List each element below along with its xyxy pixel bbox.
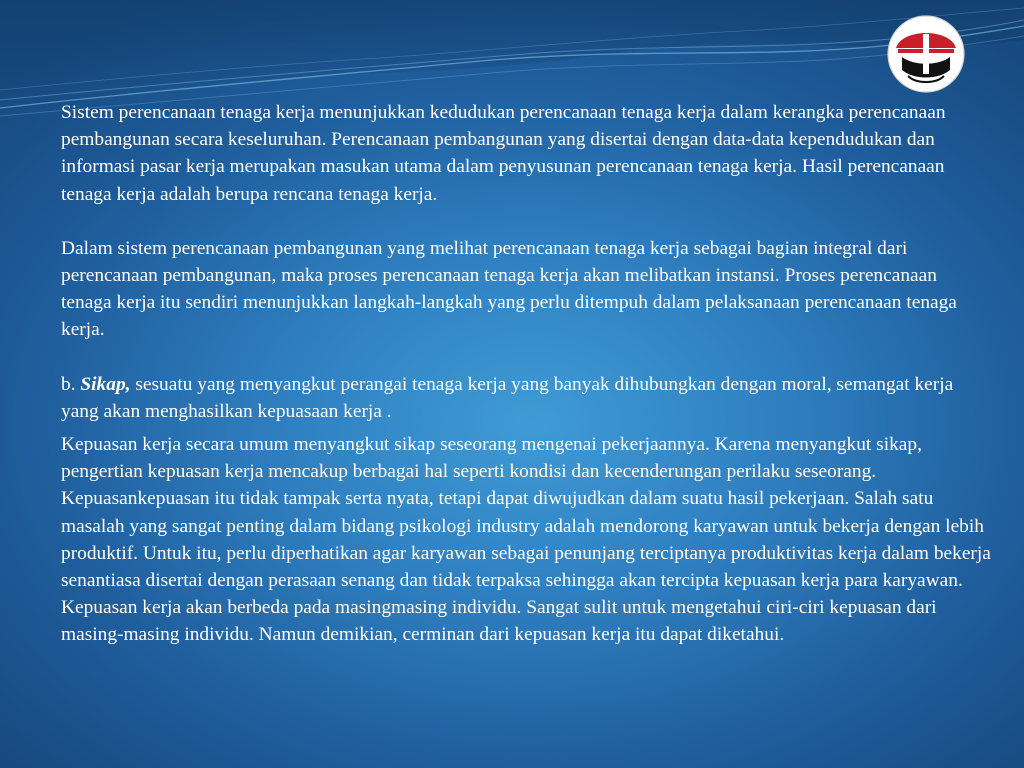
paragraph-job-satisfaction: Kepuasan kerja secara umum menyangkut sikap seseorang mengenai pekerjaannya. Karena menyangkut sikap, pengertian kepuasan kerja mencakup berbagai hal seperti kondisi dan kecenderungan perilaku seseorang. Kepuasankepuasan itu tidak tampak serta nyata, tetapi dapat diwujudkan dalam suatu hasil pekerjaan. Salah satu masalah yang sangat penting dalam bidang psikologi industry adalah mendorong karyawan untuk bekerja dengan lebih produktif. Untuk itu, perlu diperhatikan agar karyawan sebagai penunjang terciptanya produktivitas kerja dalam bekerja senantiasa disertai dengan perasaan senang dan tidak terpaksa sehingga akan tercipta kepuasan kerja para karyawan. Kepuasan kerja akan berbeda pada masingmasing individu. Sangat sulit untuk mengetahui ciri-ciri kepuasan dari masing-masing individu. Namun demikian, cerminan dari kepuasan kerja itu dapat diketahui.: [61, 434, 991, 646]
point-b-sikap: [61, 371, 991, 425]
point-b-text: sesuatu yang menyangkut perangai tenaga kerja yang banyak dihubungkan dengan moral, semangat kerja yang akan menghasilkan kepuasaan kerja .: [61, 373, 954, 422]
paragraph-planning-system: Sistem perencanaan tenaga kerja menunjukkan kedudukan perencanaan tenaga kerja dalam kerangka perencanaan pembangunan secara keseluruhan. Perencanaan pembangunan yang disertai dengan data-data kependudukan dan informasi pasar kerja merupakan masukan utama dalam penyusunan perencanaan tenaga kerja. Hasil perencanaan tenaga kerja adalah berupa rencana tenaga kerja.: [61, 102, 946, 205]
slide-content: [61, 99, 991, 649]
point-b-prefix: b.: [61, 373, 81, 395]
university-emblem-icon: [886, 14, 966, 94]
point-b-term: Sikap,: [80, 373, 131, 395]
paragraph-development-planning: Dalam sistem perencanaan pembangunan yang melihat perencanaan tenaga kerja sebagai bagian integral dari perencanaan pembangunan, maka proses perencanaan tenaga kerja akan melibatkan instansi. Proses perencanaan tenaga kerja itu sendiri menunjukkan langkah-langkah yang perlu ditempuh dalam pelaksanaan perencanaan tenaga kerja.: [61, 237, 957, 341]
